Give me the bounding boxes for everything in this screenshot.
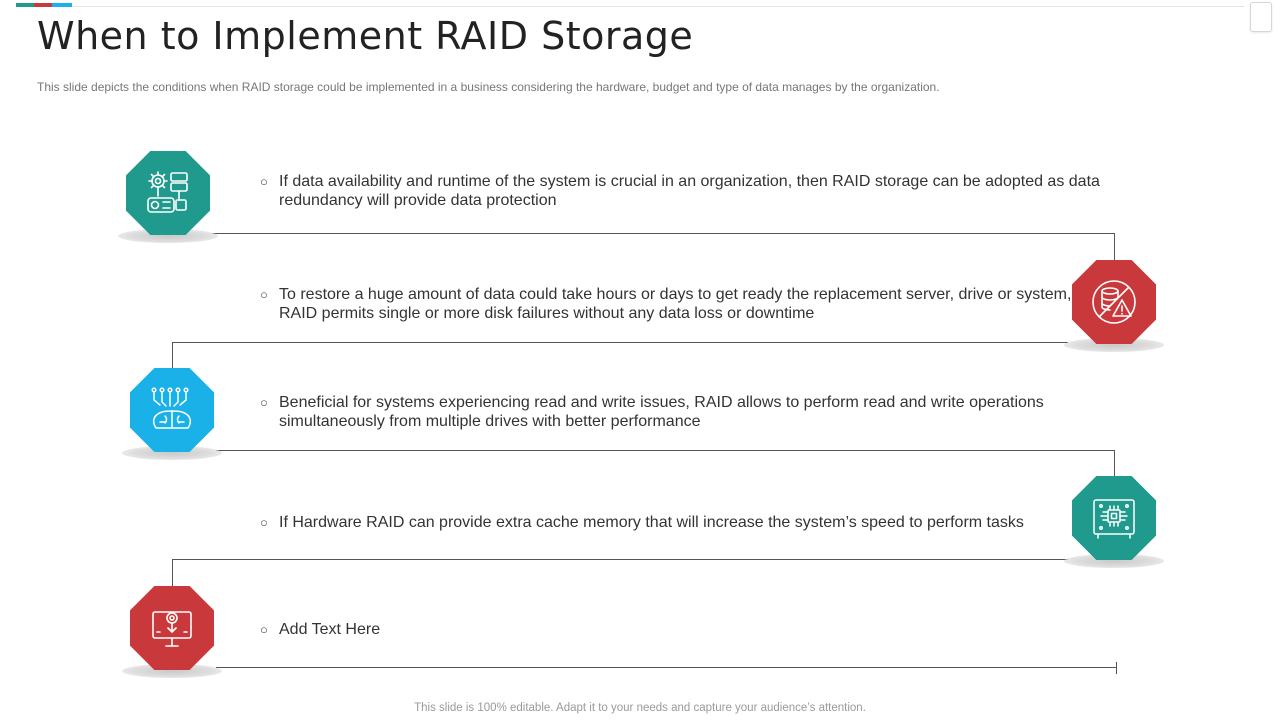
item-5-icon-badge: [124, 586, 220, 682]
server-gear-icon: [126, 151, 210, 235]
item-3-icon-badge: [124, 368, 220, 464]
slide-title: When to Implement RAID Storage: [37, 14, 694, 58]
item-1-label: If data availability and runtime of the system is crucial in an organization, then RAID storage can be adopted as data redundancy will provide data protection: [279, 173, 1100, 209]
bullet: ○: [260, 515, 268, 530]
item-1-icon-badge: [120, 151, 216, 247]
item-2-label: To restore a huge amount of data could take hours or days to get ready the replacement server, drive or system, RAID permits single or more disk failures without any data loss or downtime: [279, 286, 1072, 322]
corner-placeholder-box: [1250, 2, 1272, 32]
bullet: ○: [260, 174, 268, 189]
monitor-download-icon: [130, 586, 214, 670]
circuit-brain-icon: [130, 368, 214, 452]
item-1-text: [260, 172, 1100, 210]
slide-footer: This slide is 100% editable. Adapt it to your needs and capture your audience’s attention.: [414, 702, 866, 714]
connector-4: [173, 560, 1069, 589]
connector-3: [216, 451, 1115, 479]
item-2-text: [260, 285, 1100, 323]
item-4-text: [260, 513, 1100, 532]
slide-subtitle: This slide depicts the conditions when RAID storage could be implemented in a business considering the hardware, budget and type of data manages by the organization.: [37, 80, 940, 94]
bullet: ○: [260, 395, 268, 410]
connector-2: [173, 343, 1069, 371]
top-accent-bar: [16, 3, 72, 7]
item-3-text: [260, 393, 1100, 431]
connector-1: [212, 234, 1115, 263]
item-3-label: Beneficial for systems experiencing read and write issues, RAID allows to perform read and write operations simultaneously from multiple drives with better performance: [279, 394, 1044, 430]
item-4-label: If Hardware RAID can provide extra cache memory that will increase the system’s speed to perform tasks: [279, 514, 1024, 531]
item-5-text[interactable]: [260, 620, 1100, 639]
top-rule: [72, 6, 1244, 7]
item-5-label[interactable]: Add Text Here: [279, 621, 381, 638]
bullet: ○: [260, 287, 268, 302]
bullet: ○: [260, 622, 268, 637]
